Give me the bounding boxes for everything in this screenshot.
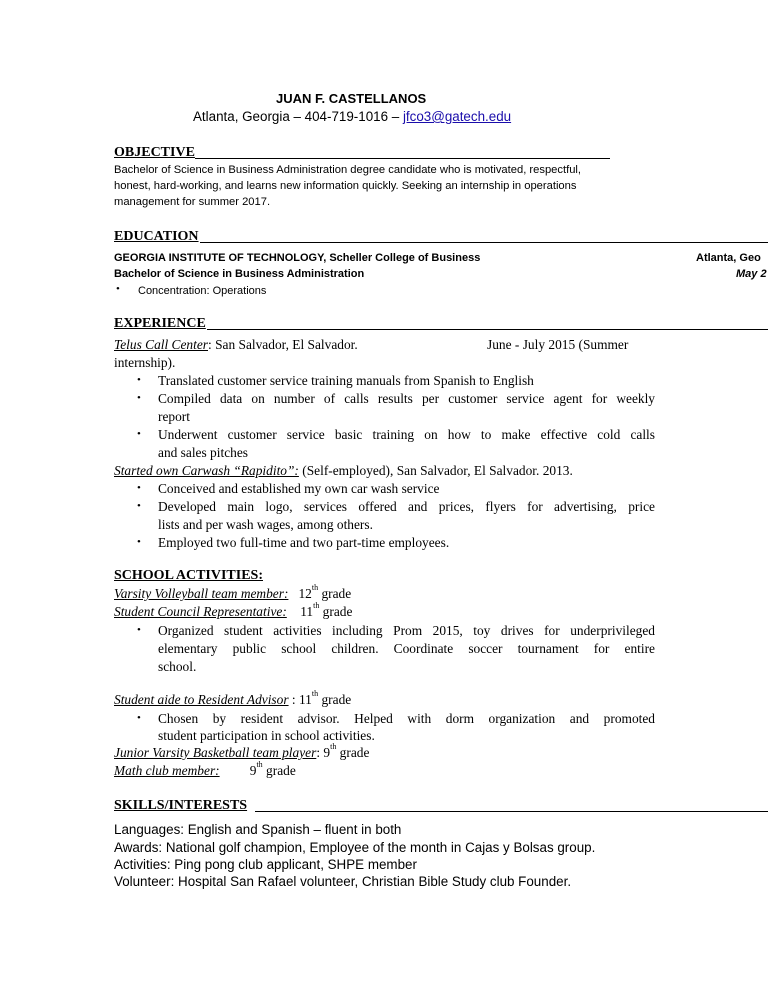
bullet-icon: • <box>137 500 141 512</box>
council-bullet-2: elementary public school children. Coordinate soccer tournament for entire <box>158 641 655 656</box>
aide-sep: : <box>288 692 299 707</box>
math-sup: th <box>256 760 263 769</box>
bullet-icon: • <box>137 624 141 636</box>
job1-bullet-2: Compiled data on number of calls results per customer service agent for weekly <box>158 391 655 406</box>
job1-line <box>114 337 358 353</box>
math-grade: 9 <box>249 763 257 778</box>
concentration: Concentration: Operations <box>138 285 267 297</box>
volleyball-sup: th <box>311 583 319 592</box>
objective-line-3: management for summer 2017. <box>114 196 271 208</box>
council-line <box>114 601 353 620</box>
council-grade: 11 <box>300 604 314 619</box>
basketball-suffix: grade <box>336 745 370 760</box>
math-title: Math club member: <box>114 763 220 778</box>
bullet-icon: • <box>116 283 120 295</box>
math-line <box>114 760 296 779</box>
job2-bullet-2: Developed main logo, services offered and prices, flyers for advertising, price <box>158 499 655 514</box>
school-location: Atlanta, Geo <box>696 252 761 264</box>
education-heading: EDUCATION <box>114 229 199 244</box>
volleyball-line <box>114 583 352 602</box>
council-bullet-3: school. <box>158 659 197 674</box>
job2-bullet-2b: lists and per wash wages, among others. <box>158 517 373 532</box>
education-rule <box>200 242 768 243</box>
skills-line-1: Languages: English and Spanish – fluent in both <box>114 822 402 837</box>
job1-dates: June - July 2015 (Summer <box>487 337 629 352</box>
volleyball-suffix: grade <box>318 586 352 601</box>
job1-cont: internship). <box>114 355 176 370</box>
skills-rule <box>255 811 768 812</box>
basketball-line <box>114 742 370 761</box>
job1-bullet-1: Translated customer service training manuals from Spanish to English <box>158 373 534 388</box>
aide-title: Student aide to Resident Advisor <box>114 692 289 707</box>
aide-bullet-1: Chosen by resident advisor. Helped with dorm organization and promoted <box>158 711 655 726</box>
job1-title: Telus Call Center <box>114 337 208 352</box>
objective-line-2: honest, hard-working, and learns new information quickly. Seeking an internship in operations <box>114 180 577 192</box>
job2-line <box>114 463 573 479</box>
aide-suffix: grade <box>318 692 352 707</box>
degree: Bachelor of Science in Business Administration <box>114 268 365 280</box>
bullet-icon: • <box>137 482 141 494</box>
council-title: Student Council Representative: <box>114 604 287 619</box>
skills-heading: SKILLS/INTERESTS <box>114 798 248 813</box>
basketball-sup: th <box>330 742 337 751</box>
objective-heading: OBJECTIVE <box>114 145 195 160</box>
council-bullet-1: Organized student activities including Prom 2015, toy drives for underprivileged <box>158 623 655 638</box>
resume-name: JUAN F. CASTELLANOS <box>276 91 427 106</box>
objective-line-1: Bachelor of Science in Business Administration degree candidate who is motivated, respectful, <box>114 164 582 176</box>
job2-details: (Self-employed), San Salvador, El Salvador. 2013. <box>298 463 573 478</box>
aide-sup: th <box>311 689 319 698</box>
basketball-sep: : <box>316 745 324 760</box>
contact-line <box>193 109 511 124</box>
council-suffix: grade <box>319 604 353 619</box>
math-suffix: grade <box>262 763 296 778</box>
bullet-icon: • <box>137 712 141 724</box>
aide-line <box>114 689 352 708</box>
bullet-icon: • <box>137 428 141 440</box>
job1-location: : San Salvador, El Salvador. <box>208 337 358 352</box>
experience-rule <box>207 329 768 330</box>
activities-heading: SCHOOL ACTIVITIES: <box>114 568 263 583</box>
skills-line-4: Volunteer: Hospital San Rafael volunteer, Christian Bible Study club Founder. <box>114 874 572 889</box>
skills-line-3: Activities: Ping pong club applicant, SHPE member <box>114 857 417 872</box>
council-sup: th <box>313 601 320 610</box>
experience-heading: EXPERIENCE <box>114 316 206 331</box>
job2-bullet-3: Employed two full-time and two part-time employees. <box>158 535 450 550</box>
job1-bullet-3b: and sales pitches <box>158 445 248 460</box>
volleyball-title: Varsity Volleyball team member: <box>114 586 289 601</box>
objective-rule <box>195 158 610 159</box>
job1-bullet-3: Underwent customer service basic training on how to make effective cold calls <box>158 427 655 442</box>
graduation-date: May 2 <box>736 268 767 280</box>
school-name: GEORGIA INSTITUTE OF TECHNOLOGY, Scheller College of Business <box>114 252 481 264</box>
volleyball-grade: 12 <box>298 586 312 601</box>
skills-line-2: Awards: National golf champion, Employee of the month in Cajas y Bolsas group. <box>114 840 596 855</box>
job1-bullet-2b: report <box>158 409 190 424</box>
basketball-title: Junior Varsity Basketball team player <box>114 745 317 760</box>
bullet-icon: • <box>137 536 141 548</box>
bullet-icon: • <box>137 392 141 404</box>
job2-bullet-1: Conceived and established my own car wash service <box>158 481 440 496</box>
basketball-grade: 9 <box>323 745 331 760</box>
aide-grade: 11 <box>298 692 312 707</box>
contact-text: Atlanta, Georgia – 404-719-1016 – <box>193 109 403 124</box>
aide-bullet-2: student participation in school activities. <box>158 728 375 743</box>
job2-title: Started own Carwash “Rapidito”: <box>114 463 299 478</box>
bullet-icon: • <box>137 374 141 386</box>
email-link[interactable]: jfco3@gatech.edu <box>402 109 512 124</box>
